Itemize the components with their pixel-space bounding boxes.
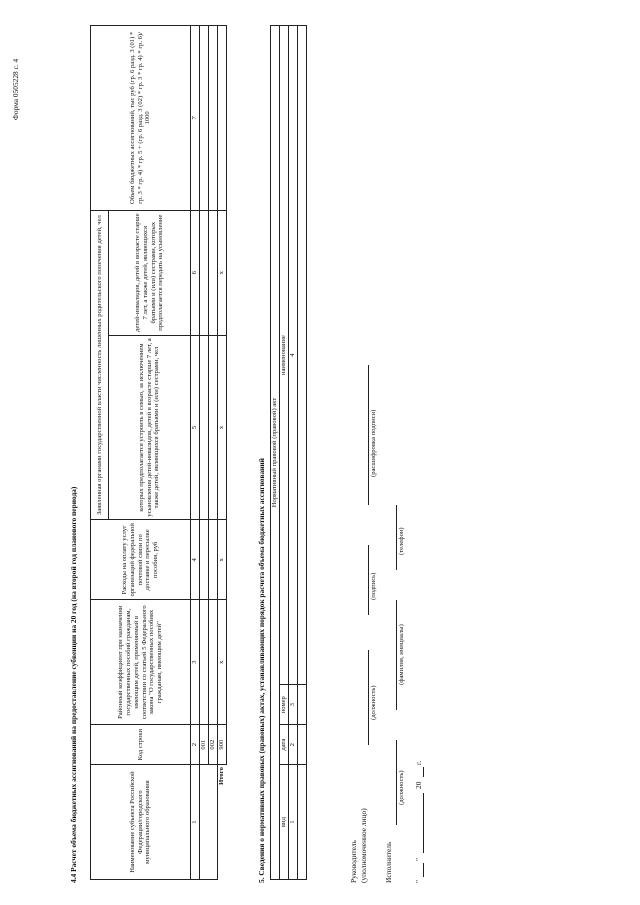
section5-table (270, 25, 307, 880)
num-3: 3 (289, 685, 298, 725)
cell[interactable] (200, 210, 209, 335)
date-month-line[interactable] (423, 793, 424, 853)
date-day-line[interactable] (423, 863, 424, 877)
executor-label: Исполнитель (384, 841, 393, 883)
total-budget[interactable] (217, 26, 226, 211)
header-postal: Расходы на оплату услуг организаций федеральной почтовой связи по доставке и пересылке пособия, руб (91, 520, 191, 600)
header-family: которых предполагается устроить в семью, за исключением усыновления детей-инвалидов, детей в возрасте старше 7 лет, а также детей, являющихся братьями и (или) сестрами, чел (109, 335, 191, 520)
date-suffix: г. (414, 760, 423, 765)
table-row (297, 26, 306, 880)
cell[interactable] (200, 520, 209, 600)
cell[interactable] (297, 725, 306, 765)
header-budget: Объем бюджетных ассигнований, тыс руб (гр. 6 разд. 3 (01) * гр. 3 * гр. 4) * гр. 5 + (гр. 6 разд. 3 (02) * гр. 3 * гр. 4) * гр. 6)/ 1000 (91, 26, 191, 211)
table-row (200, 26, 209, 880)
executor-position-caption: (должность) (398, 770, 405, 805)
total-x: x (217, 520, 226, 600)
head-position-caption: (должность) (370, 685, 377, 720)
head-signature-caption: (подпись) (370, 572, 377, 600)
head-sub: (уполномоченное лицо) (359, 808, 368, 883)
date-year-line[interactable] (423, 767, 424, 777)
cell[interactable] (208, 600, 217, 725)
row-code: 001 (200, 725, 209, 765)
executor-phone-caption: (телефон) (398, 527, 405, 555)
cell[interactable] (297, 765, 306, 880)
section44-table (90, 25, 227, 880)
num-1: 1 (289, 765, 298, 880)
header-nomer: номер (280, 685, 289, 725)
executor-position-line[interactable] (396, 740, 397, 825)
cell[interactable] (297, 685, 306, 725)
num-3: 3 (191, 600, 200, 725)
date-year: 20 (414, 781, 423, 789)
date-quote-close: " (414, 857, 423, 861)
cell[interactable] (200, 335, 209, 520)
num-6: 6 (191, 210, 200, 335)
header-name: Наименование субъекта Российской Федерации/городского муниципального образования (91, 765, 191, 880)
cell[interactable] (200, 600, 209, 725)
header-adoption: детей-инвалидов, детей в возрасте старше 7 лет, а также детей, являющихся братьями и (или) сестрами, которых предполагается передать на усыновление (109, 210, 191, 335)
date-quote-open: " (414, 879, 423, 883)
total-row (217, 26, 226, 880)
num-2: 2 (191, 725, 200, 765)
executor-name-line[interactable] (396, 600, 397, 710)
cell[interactable] (208, 26, 217, 211)
num-4: 4 (289, 26, 298, 685)
head-signature-line[interactable] (368, 545, 369, 615)
header-data: дата (280, 725, 289, 765)
header-vid: вид (280, 765, 289, 880)
executor-name-caption: (фамилия, инициалы) (398, 624, 405, 685)
region-cell[interactable] (200, 765, 218, 880)
total-x: x (217, 600, 226, 725)
header-children-group: Заявленная органами государственной власти численность лишенных родительского попечения детей, чел (91, 210, 109, 520)
section5-group: Нормативный правовой (правовой) акт (271, 26, 280, 880)
executor-phone-line[interactable] (396, 505, 397, 570)
head-decode-line[interactable] (368, 365, 369, 505)
head-decode-caption: (расшифровка подписи) (370, 409, 377, 477)
form-code: Форма 0505228 с. 4 (11, 58, 20, 120)
cell[interactable] (297, 26, 306, 685)
cell[interactable] (208, 520, 217, 600)
section5-title: 5. Сведения о нормативных правовых (правовых) актах, устанавливающих порядок расчета объема бюджетных ассигнований (257, 458, 266, 883)
total-x: x (217, 335, 226, 520)
section44-title: 4.4 Расчет объема бюджетных ассигнований на предоставление субвенции на 20 год (на второй год планового периода) (69, 486, 78, 883)
head-position-line[interactable] (368, 650, 369, 745)
header-code: Код строки (91, 725, 191, 765)
table-row (208, 26, 217, 880)
cell[interactable] (208, 210, 217, 335)
total-label: Итого (217, 765, 226, 880)
header-name: наименование (280, 26, 289, 685)
cell[interactable] (200, 26, 209, 211)
total-code: 900 (217, 725, 226, 765)
header-coeff: Районный коэффициент при назначении государственных пособий гражданам, имеющим детей, применяемый в соответствии со статьей 5 Федерального закона "О государственных пособиях гражданам, имеющим детей" (91, 600, 191, 725)
head-label: Руководитель (349, 840, 358, 883)
num-1: 1 (191, 765, 200, 880)
num-2: 2 (289, 725, 298, 765)
cell[interactable] (208, 335, 217, 520)
num-7: 7 (191, 26, 200, 211)
total-x: x (217, 210, 226, 335)
num-5: 5 (191, 335, 200, 520)
row-code: 002 (208, 725, 217, 765)
num-4: 4 (191, 520, 200, 600)
